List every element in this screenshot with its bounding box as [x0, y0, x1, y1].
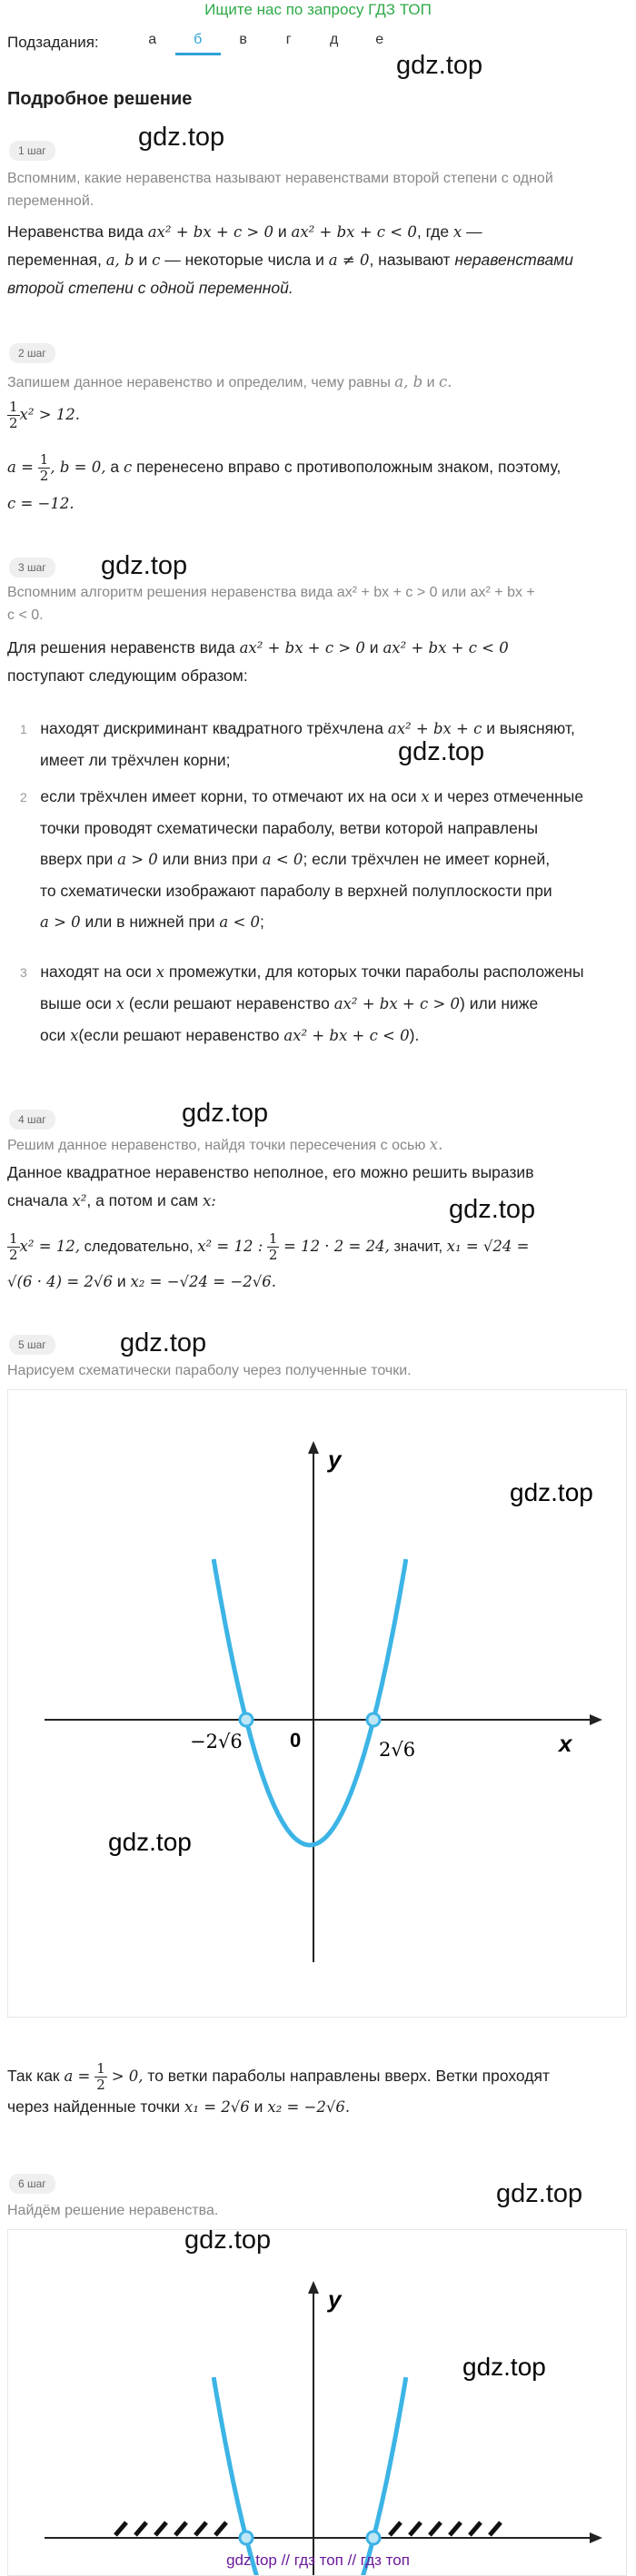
step2-c-value: c = −12.	[7, 495, 75, 512]
step-badge-2: 2 шаг	[9, 343, 55, 363]
subtasks-label: Подзадания:	[7, 33, 99, 51]
step2-coefficients: a = $\frac{1}{2}$ , b = 0, а c перенесено вправо с противоположным знаком, поэтому,	[7, 451, 561, 484]
tab-d[interactable]: д	[329, 32, 339, 47]
step-badge-6: 6 шаг	[9, 2174, 55, 2194]
x-axis-arrow	[590, 1714, 602, 1725]
left-root-label: −2√6	[190, 1731, 243, 1752]
list-item: 3 находят на оси x промежутки, для которых точки параболы расположены выше оси x (если решают неравенство ax² + bx + c > 0) или ниже оси x(если решают неравенство ax² + bx + c < 0).	[20, 962, 584, 1044]
tab-g[interactable]: г	[285, 32, 292, 47]
y-axis-label: y	[328, 2285, 342, 2313]
watermark: gdz.top	[184, 2226, 272, 2255]
step5-conclusion: Так как a = $\frac{1}{2}$ > 0, то ветки параболы направлены вверх. Ветки проходят через найденные точки x₁ = 2√6 и x₂ = −2√6.	[7, 2060, 550, 2116]
watermark: gdz.top	[108, 1828, 192, 1856]
left-root-point	[240, 1713, 253, 1726]
watermark: gdz.top	[120, 1328, 207, 1357]
list-item: 2 если трёхчлен имеет корни, то отмечают их на оси x и через отмеченные точки проводят схематически параболу, ветви которой направлены вверх при a > 0 или вниз при a < 0; если трёхчлен не имеет корней, то схематически изображают параболу в верхней полуплоскости при a > 0 или в нижней при a < 0;	[20, 787, 584, 931]
y-axis-arrow	[308, 2281, 319, 2294]
watermark: gdz.top	[449, 1195, 536, 1224]
watermark: gdz.top	[496, 2179, 583, 2208]
hatch-left	[115, 2522, 226, 2535]
fraction-half: $\frac{1}{2}$	[268, 1230, 278, 1263]
y-axis-arrow	[308, 1441, 319, 1454]
watermark: gdz.top	[138, 123, 225, 152]
promo-link[interactable]: Ищите нас по запросу ГДЗ ТОП	[204, 1, 432, 18]
step-badge-3: 3 шаг	[9, 558, 55, 577]
watermark: gdz.top	[101, 551, 188, 580]
watermark: gdz.top	[510, 1478, 593, 1506]
step3-hint: Вспомним алгоритм решения неравенства вида ax² + bx + c > 0 или ax² + bx + c < 0.	[7, 585, 535, 623]
origin-label: 0	[290, 1729, 302, 1752]
tab-v[interactable]: в	[239, 32, 247, 47]
step-badge-5: 5 шаг	[9, 1335, 55, 1355]
watermark: gdz.top	[462, 2353, 546, 2381]
x-axis-arrow	[590, 2532, 602, 2543]
step1-hint: Вспомним, какие неравенства называют неравенствами второй степени с одной переменной.	[7, 171, 553, 209]
step4-roots: √(6 · 4) = 2√6 и x₂ = −√24 = −2√6.	[7, 1272, 276, 1290]
tab-e[interactable]: е	[375, 32, 384, 47]
tab-b[interactable]: б	[175, 29, 221, 55]
step4-hint: Решим данное неравенство, найдя точки пересечения с осью x.	[7, 1136, 443, 1153]
step4-text: Данное квадратное неравенство неполное, его можно решить выразив сначала x², а потом и сам x:	[7, 1163, 534, 1209]
watermark: gdz.top	[398, 737, 485, 766]
x-axis-label: x	[559, 1730, 572, 1757]
right-root-point	[367, 1713, 380, 1726]
right-root-point	[367, 2532, 380, 2544]
left-root-point	[240, 2532, 253, 2544]
watermark: gdz.top	[182, 1099, 269, 1128]
list-item: 1 находят дискриминант квадратного трёхчлена ax² + bx + c и выясняют, имеет ли трёхчлен корни;	[20, 719, 575, 769]
fraction-half: $\frac{1}{2}$	[96, 2060, 105, 2093]
step-badge-4: 4 шаг	[9, 1110, 55, 1130]
parabola-graph-2	[7, 2229, 627, 2576]
fraction-half: $\frac{1}{2}$	[39, 451, 49, 484]
subtask-tabs	[7, 29, 402, 55]
step5-hint: Нарисуем схематически параболу через полученные точки.	[7, 1363, 412, 1378]
watermark: gdz.top	[396, 51, 483, 80]
y-axis-label: y	[328, 1446, 342, 1473]
fraction-half: $\frac{1}{2}$	[9, 399, 18, 431]
step2-inequality: $\frac{1}{2}$ x² > 12.	[9, 399, 81, 431]
parabola-curve	[214, 2377, 406, 2576]
parabola-curve	[214, 1559, 406, 1845]
fraction-half: $\frac{1}{2}$	[9, 1230, 18, 1263]
parabola-graph-1	[7, 1389, 627, 2018]
tab-a[interactable]: а	[148, 32, 157, 47]
step3-intro: Для решения неравенств вида ax² + bx + c > 0 и ax² + bx + c < 0 поступают следующим образом:	[7, 638, 509, 685]
hatch-right	[390, 2522, 501, 2535]
step-badge-1: 1 шаг	[9, 141, 55, 161]
section-title: Подробное решение	[7, 89, 193, 109]
right-root-label: 2√6	[379, 1739, 416, 1761]
footer-links[interactable]: gdz top // гдз топ // гдз топ	[226, 2551, 410, 2569]
step1-text: Неравенства вида ax² + bx + c > 0 и ax² + bx + c < 0, где x — переменная, a, b и c — некоторые числа и a ≠ 0, называют неравенствами второй степени с одной переменной.	[7, 222, 573, 297]
step6-hint: Найдём решение неравенства.	[7, 2203, 219, 2218]
step4-solution: $\frac{1}{2}$ x² = 12, следовательно, x² = 12 : $\frac{1}{2}$ = 12 · 2 = 24, значит, x₁ = √24 =	[9, 1230, 530, 1263]
step2-hint: Запишем данное неравенство и определим, чему равны a, b и c.	[7, 373, 452, 390]
